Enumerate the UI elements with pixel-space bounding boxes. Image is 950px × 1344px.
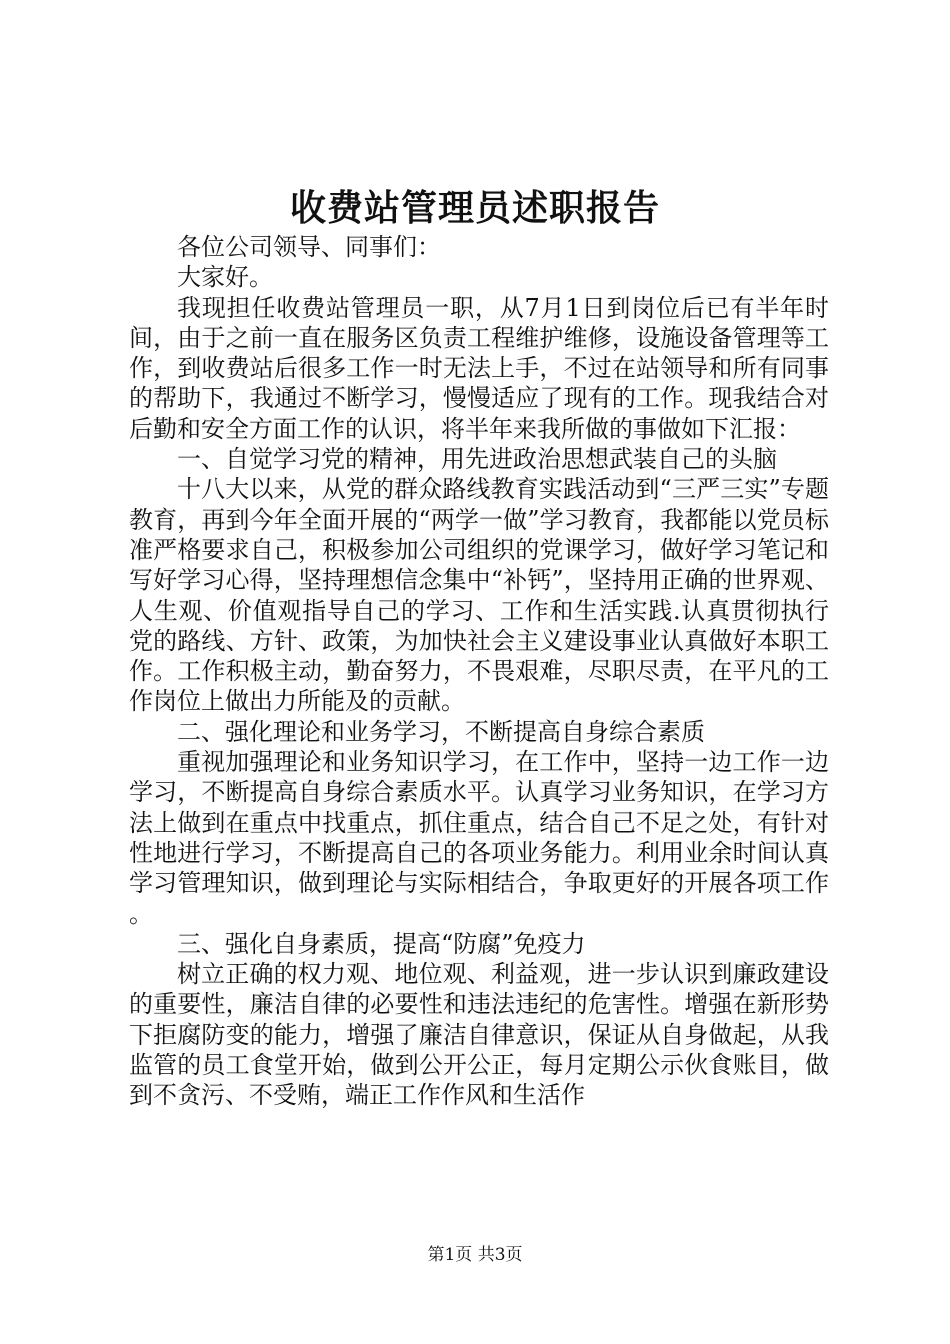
page-number: 第1页 共3页 (427, 1245, 523, 1265)
section-heading-1: 一、自觉学习党的精神，用先进政治思想武装自己的头脑 (177, 445, 777, 474)
intro-paragraph: 我现担任收费站管理员一职，从7月1日到岗位后已有半年时间，由于之前一直在服务区负责工程维护维修，设施设备管理等工作，到收费站后很多工作一时无法上手，不过在站领导和所有同事的帮助下，我通过不断学习，慢慢适应了现有的工作。现我结合对后勤和安全方面工作的认识，将半年来我所做的事做如下汇报： (129, 293, 829, 443)
document-body (129, 232, 829, 1111)
section-paragraph-3: 树立正确的权力观、地位观、利益观，进一步认识到廉政建设的重要性，廉洁自律的必要性和违法违纪的危害性。增强在新形势下拒腐防变的能力，增强了廉洁自律意识，保证从自身做起，从我监管的员工食堂开始，做到公开公正，每月定期公示伙食账目，做到不贪污、不受贿，端正工作作风和生活作 (129, 960, 829, 1110)
section-heading-3: 三、强化自身素质，提高“防腐”免疫力 (177, 929, 586, 958)
section-paragraph-1: 十八大以来，从党的群众路线教育实践活动到“三严三实”专题教育，再到今年全面开展的“两学一做”学习教育，我都能以党员标准严格要求自己，积极参加公司组织的党课学习，做好学习笔记和写好学习心得，坚持理想信念集中“补钙”，坚持用正确的世界观、人生观、价值观指导自己的学习、工作和生活实践.认真贯彻执行党的路线、方针、政策，为加快社会主义建设事业认真做好本职工作。工作积极主动，勤奋努力，不畏艰难，尽职尽责，在平凡的工作岗位上做出力所能及的贡献。 (129, 475, 829, 716)
section-paragraph-2: 重视加强理论和业务知识学习，在工作中，坚持一边工作一边学习，不断提高自身综合素质水平。认真学习业务知识，在学习方法上做到在重点中找重点，抓住重点，结合自己不足之处，有针对性地进行学习，不断提高自己的各项业务能力。利用业余时间认真学习管理知识，做到理论与实际相结合，争取更好的开展各项工作。 (129, 748, 829, 928)
salutation: 各位公司领导、同事们： (177, 233, 441, 261)
section-heading-2: 二、强化理论和业务学习，不断提高自身综合素质 (177, 717, 705, 746)
document-title: 收费站管理员述职报告 (289, 187, 660, 229)
greeting: 大家好。 (177, 263, 273, 292)
